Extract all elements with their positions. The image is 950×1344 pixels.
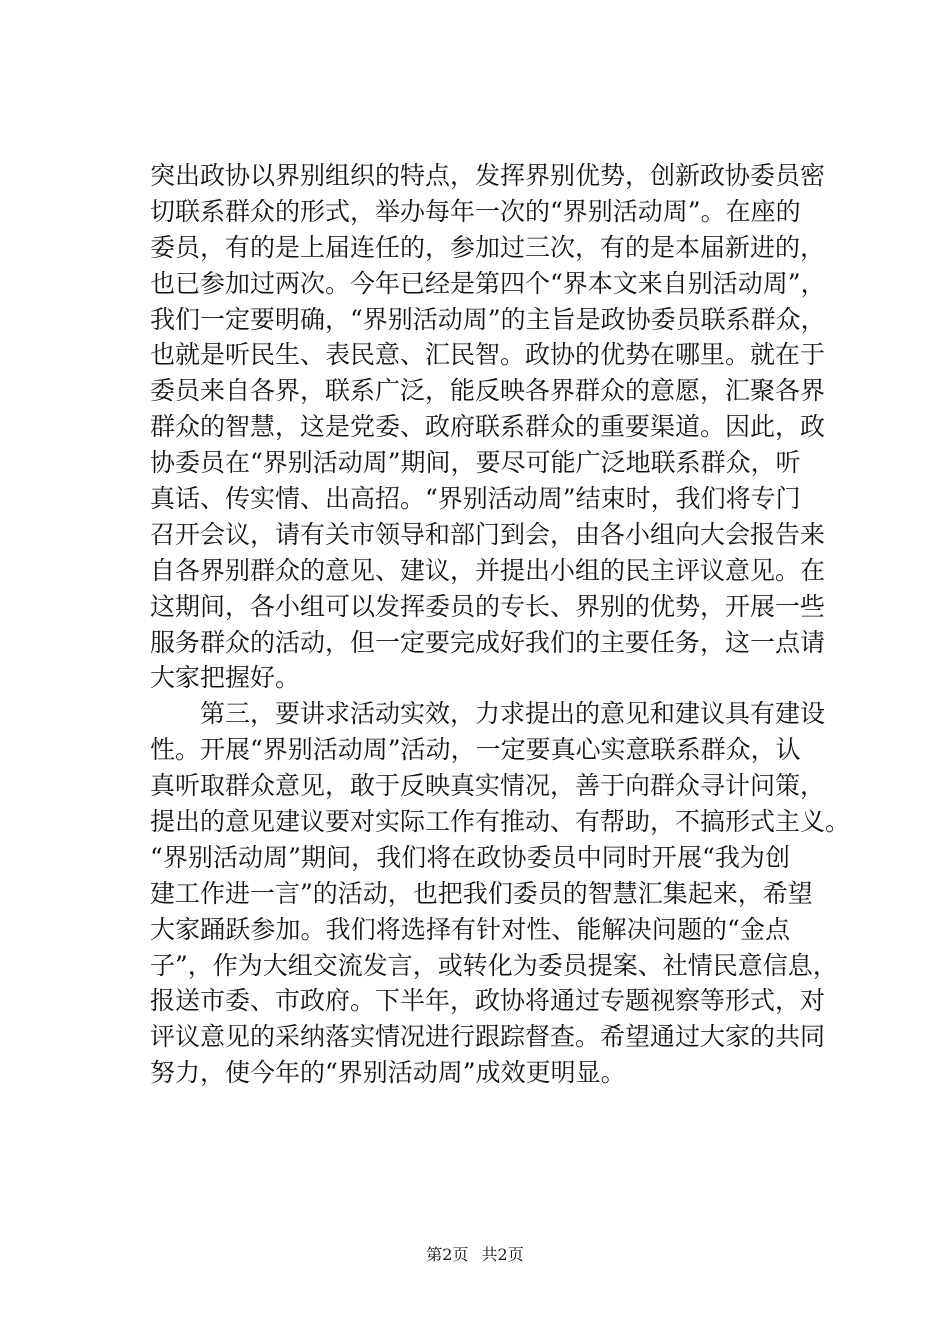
- text-line: 我们一定要明确，“界别活动周”的主旨是政协委员联系群众，: [150, 304, 826, 334]
- text-line: 提出的意见建议要对实际工作有推动、有帮助，不搞形式主义。: [150, 807, 851, 837]
- text-line: 努力，使今年的“界别活动周”成效更明显。: [150, 1058, 626, 1088]
- page-footer: [0, 1242, 950, 1265]
- text-line: 建工作进一言”的活动，也把我们委员的智慧汇集起来，希望: [150, 878, 813, 908]
- text-line: 自各界别群众的意见、建议，并提出小组的民主评议意见。在: [150, 555, 826, 585]
- text-line: 也已参加过两次。今年已经是第四个“界本文来自别活动周”，: [150, 268, 826, 298]
- body-text: [150, 158, 851, 1091]
- text-line: 召开会议，请有关市领导和部门到会，由各小组向大会报告来: [150, 519, 826, 549]
- text-line: 评议意见的采纳落实情况进行跟踪督查。希望通过大家的共同: [150, 1022, 826, 1052]
- text-line: 突出政协以界别组织的特点，发挥界别优势，创新政协委员密: [150, 161, 826, 190]
- text-line: 群众的智慧，这是党委、政府联系群众的重要渠道。因此，政: [150, 412, 826, 442]
- text-line: 子”，作为大组交流发言，或转化为委员提案、社情民意信息，: [150, 950, 838, 980]
- text-line: 委员，有的是上届连任的，参加过三次，有的是本届新进的，: [150, 232, 826, 262]
- text-line: 委员来自各界，联系广泛，能反映各界群众的意愿，汇聚各界: [150, 376, 826, 406]
- text-line: 大家把握好。: [150, 663, 301, 693]
- text-line: 切联系群众的形式，举办每年一次的“界别活动周”。在座的: [150, 196, 801, 226]
- text-line: 协委员在“界别活动周”期间，要尽可能广泛地联系群众，听: [150, 448, 801, 478]
- text-line: 真听取群众意见，敢于反映真实情况，善于向群众寻计问策，: [150, 771, 826, 801]
- page-number-current: 第2页: [426, 1245, 469, 1264]
- page-number-total: 共2页: [481, 1245, 524, 1264]
- text-line: “界别活动周”期间，我们将在政协委员中同时开展“我为创: [150, 842, 790, 872]
- text-line: 服务群众的活动，但一定要完成好我们的主要任务，这一点请: [150, 627, 826, 657]
- text-line: 第三，要讲求活动实效，力求提出的意见和建议具有建设: [150, 699, 826, 729]
- text-line: 大家踊跃参加。我们将选择有针对性、能解决问题的“金点: [150, 914, 790, 944]
- text-line: 真话、传实情、出高招。“界别活动周”结束时，我们将专门: [150, 484, 801, 514]
- text-line: 报送市委、市政府。下半年，政协将通过专题视察等形式，对: [150, 986, 826, 1016]
- text-line: 性。开展“界别活动周”活动，一定要真心实意联系群众，认: [150, 735, 801, 765]
- text-line: 这期间，各小组可以发挥委员的专长、界别的优势，开展一些: [150, 591, 826, 621]
- text-line: 也就是听民生、表民意、汇民智。政协的优势在哪里。就在于: [150, 340, 826, 370]
